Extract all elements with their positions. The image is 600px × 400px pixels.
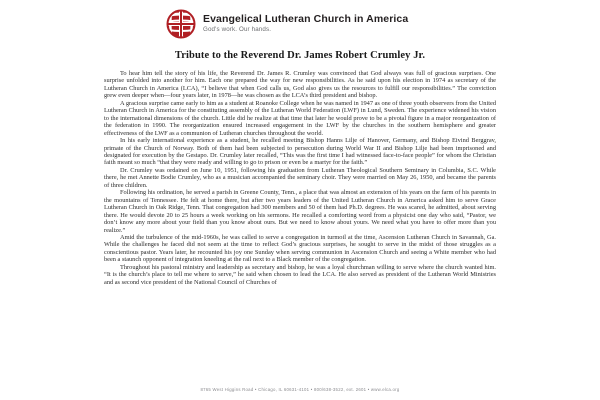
body-paragraph: Following his ordination, he served a parish in Greene County, Tenn., a place that was almost an extension of his years on the farm of his parents in the mountains of Tennessee. He felt at home there, but after two years leaders of the United Lutheran Church in America asked him to serve Grace Lutheran Church in Oak Ridge, Tenn. That congregation had 300 members and 50 of them had Ph.D. degrees. He was scared, he admitted, about serving there. He would devote 20 to 25 hours a week working on his sermons. He recalled a comforting word from a physicist one day who said, “Pastor, we don’t know any more about your field than you know about ours. But we need to know about yours. We need what you have to offer more than you realize.”: [104, 189, 496, 234]
body-paragraph: In his early international experience as a student, he recalled meeting Bishop Hanns Lilje of Hanover, Germany, and Bishop Eivind Berggrav, primate of the Church of Norway. Both of them had been subjected to persecution during World War II and Bishop Lilje had been imprisoned and designated for execution by the Gestapo. Dr. Crumley later recalled, “This was the first time I had witnessed face-to-face people” for whom the Christian faith meant so much “that they were ready and willing to go to prison or even be a martyr for the faith.”: [104, 137, 496, 167]
letterhead: [0, 0, 600, 39]
body-paragraph: Dr. Crumley was ordained on June 10, 1951, following his graduation from Lutheran Theological Southern Seminary in Columbia, S.C. While there, he met Annette Bodie Crumley, who as a musician accompanied the seminary choir. They were married on May 26, 1950, and became the parents of three children.: [104, 166, 496, 189]
organization-tagline: God's work. Our hands.: [203, 26, 272, 34]
document-body: [104, 70, 496, 286]
body-paragraph: Amid the turbulence of the mid-1960s, he was called to serve a congregation in turmoil at the time, Ascension Lutheran Church in Savannah, Ga. While the challenges he faced did not seem at the time to reflect God’s gracious surprises, he sought to serve in the midst of those struggles as a conscientious pastor. Years later, he recounted his joy one Sunday when serving communion in Ascension Church and seeing a White member who had been a staunch opponent of integration kneeling at the rail next to a Black member of the congregation.: [104, 233, 496, 264]
body-paragraph: To hear him tell the story of his life, the Reverend Dr. James R. Crumley was convinced that God always was full of gracious surprises. One surprise unfolded into another for him. Each one prepared the way for new responsibilities. As he said upon his election in 1974 as secretary of the Lutheran Church in America (LCA), “I believe that when God calls us, God also gives us the resources to fulfill our responsibilities.” The conviction grew even deeper when—four years later, in 1978—he was chosen as the LCA’s third president and bishop.: [104, 70, 496, 100]
page-title: Tribute to the Reverend Dr. James Robert Crumley Jr.: [174, 50, 426, 61]
elca-globe-cross-icon: [166, 9, 196, 39]
body-paragraph: A gracious surprise came early to him as a student at Roanoke College when he was named in 1947 as one of three youth observers from the United Lutheran Church in America for the constituting assembly of the Lutheran World Federation (LWF) in Lund, Sweden. The experience widened his vision to the international dimensions of the church. Little did he realize at that time that later he would prove to be a pivotal figure in a major reorganization of the federation in 1990. The reorganization ensured increased engagement in the LWF by the churches in the southern hemisphere and greater effectiveness of the LWF as a communion of Lutheran churches throughout the world.: [104, 99, 496, 137]
footer-contact-line: 8765 West Higgins Road • Chicago, IL 60631-4101 • 800/638-3522, ext. 2601 • www.elca.org: [200, 387, 400, 392]
letterhead-wordmark: [203, 14, 408, 33]
organization-name: Evangelical Lutheran Church in America: [203, 13, 409, 26]
body-paragraph: Throughout his pastoral ministry and leadership as secretary and bishop, he was a loyal churchman willing to serve where the church wanted him. “It is the church’s place to tell me where to serve,” he said when chosen to lead the LCA. He also served as president of the Lutheran World Ministries and as second vice president of the National Council of Churches of: [104, 263, 496, 286]
